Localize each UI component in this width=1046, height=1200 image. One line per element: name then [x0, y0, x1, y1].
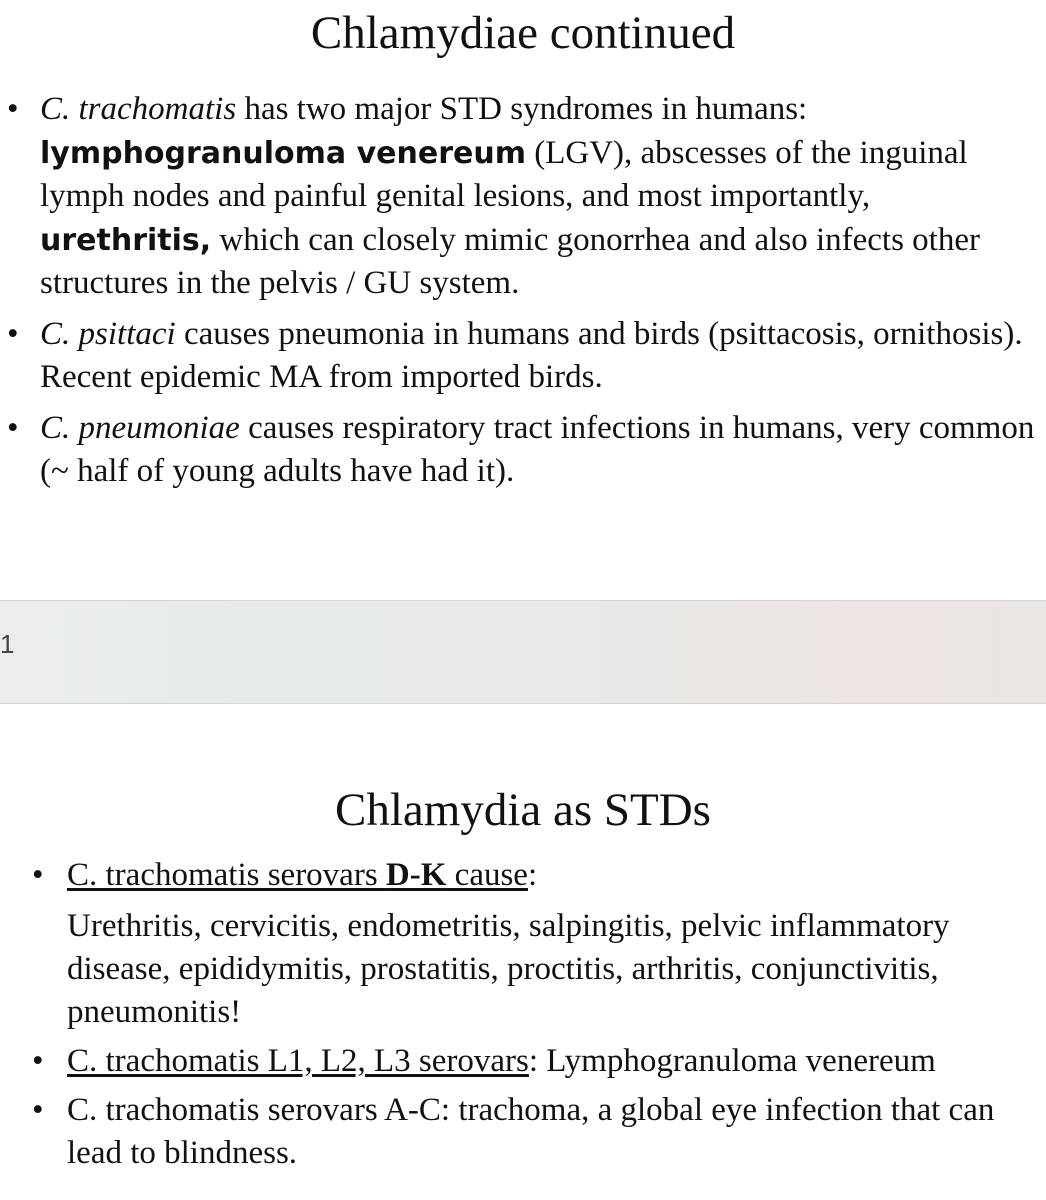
- list-item: [0, 313, 1040, 400]
- bullet-icon: •: [32, 857, 44, 893]
- species-name: C. pneumoniae: [40, 409, 240, 446]
- bold-term: urethritis,: [40, 222, 212, 258]
- bullet-icon: •: [7, 409, 19, 446]
- bullet-text: :: [527, 857, 538, 893]
- bullet-icon: •: [7, 315, 19, 352]
- bullet-text: has two major STD syndromes in humans:: [236, 91, 808, 127]
- list-item: [0, 1089, 1040, 1175]
- underlined-heading: [67, 857, 528, 893]
- bold-term: D-K: [385, 857, 447, 893]
- bullet-text: C. trachomatis serovars A-C: trachoma, a global eye infection that can lead to blindness.: [67, 1092, 995, 1171]
- species-name: C. trachomatis: [40, 91, 237, 127]
- bold-term: lymphogranuloma venereum: [40, 135, 526, 171]
- bullet-icon: •: [32, 1092, 44, 1128]
- bullet-text: causes pneumonia in humans and birds (psittacosis, ornithosis). Recent epidemic MA from imported birds.: [40, 315, 1023, 395]
- heading-text: cause: [446, 857, 528, 893]
- list-item: [0, 854, 1040, 1034]
- bullet-list: [0, 88, 1040, 501]
- list-item: [0, 88, 1040, 306]
- bullet-text: (LGV), abscesses of the inguinal lymph nodes and painful genital lesions, and most importantly,: [40, 134, 968, 214]
- bullet-list: [0, 854, 1040, 1181]
- slide-separator: [0, 600, 1046, 704]
- underlined-heading: C. trachomatis L1, L2, L3 serovars: [67, 1043, 529, 1079]
- page-number: 1: [0, 629, 15, 659]
- slide-title: Chlamydiae continued: [310, 7, 736, 59]
- slide-title: Chlamydia as STDs: [335, 784, 711, 836]
- slide-chlamydia-as-stds: [0, 704, 1046, 1200]
- bullet-text: causes respiratory tract infections in humans, very common (~ half of young adults have had it).: [40, 409, 1035, 489]
- heading-text: C. trachomatis serovars: [67, 857, 386, 893]
- list-item: [0, 407, 1040, 494]
- bullet-text: which can closely mimic gonorrhea and also infects other structures in the pelvis / GU system.: [40, 221, 980, 301]
- bullet-text: : Lymphogranuloma venereum: [528, 1043, 936, 1079]
- bullet-icon: •: [32, 1043, 44, 1079]
- species-name: C. psittaci: [40, 315, 176, 352]
- list-item: [0, 1040, 1040, 1083]
- bullet-icon: •: [7, 91, 19, 127]
- bullet-detail: Urethritis, cervicitis, endometritis, salpingitis, pelvic inflammatory disease, epididymitis, prostatitis, proctitis, arthritis, conjunctivitis, pneumonitis!: [67, 908, 950, 1030]
